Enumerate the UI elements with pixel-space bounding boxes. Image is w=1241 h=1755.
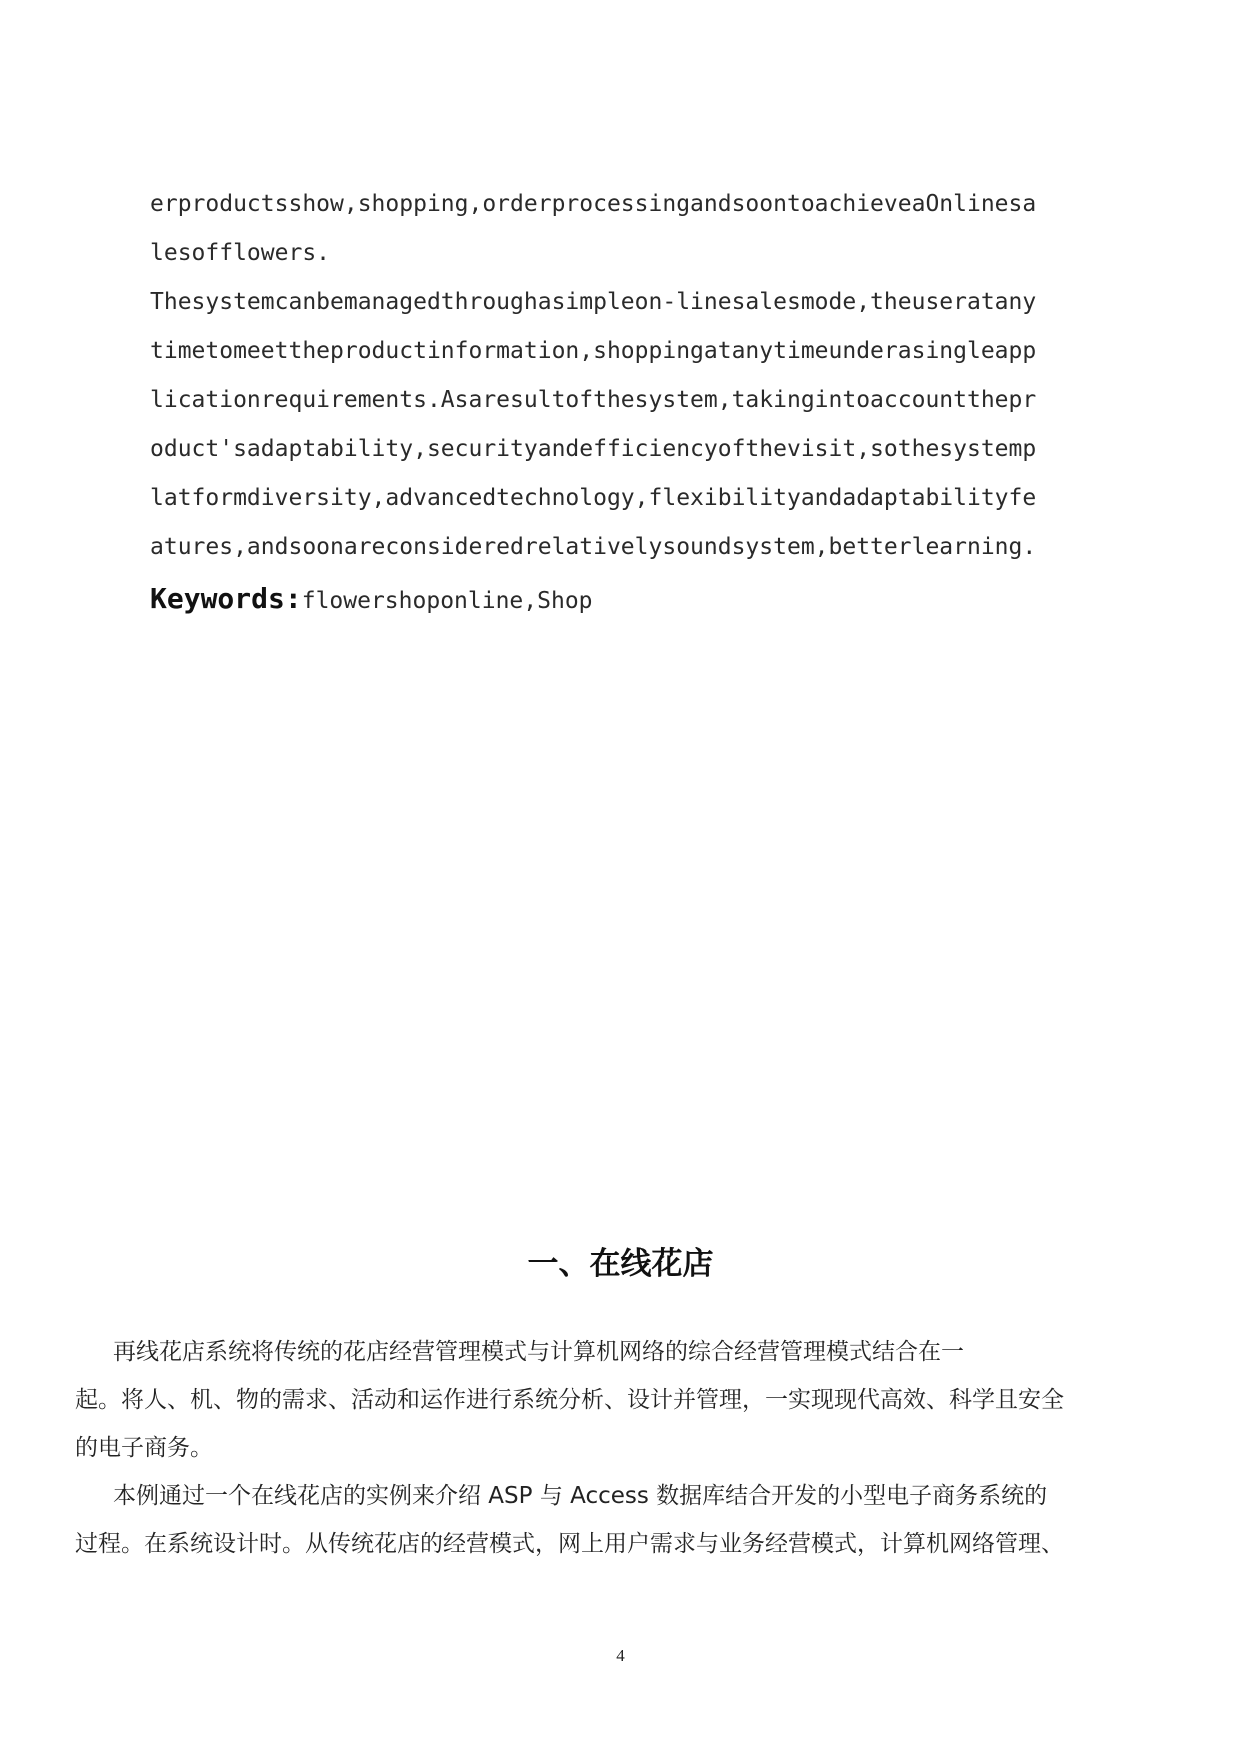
abstract-line: lesofflowers. [150,240,331,266]
paragraph-line: 过程。在系统设计时。从传统花店的经营模式，网上用户需求与业务经营模式，计算机网络管理、 [75,1531,1064,1557]
section-title: 一、在线花店 [527,1246,714,1282]
keywords [150,582,593,615]
keywords-value: flowershoponline,Shop [301,588,593,614]
abstract-line: licationrequirements.Asaresultofthesystem,takingintoaccountthepr [150,387,1037,413]
abstract-line: Thesystemcanbemanagedthroughasimpleon-linesalesmode,theuseratany [150,289,1037,315]
paragraph-line: 的电子商务。 [75,1435,213,1461]
abstract-line: erproductsshow,shopping,orderprocessingandsoontoachieveaOnlinesa [150,191,1037,217]
paragraph-line: 本例通过一个在线花店的实例来介绍 ASP 与 Access 数据库结合开发的小型电子商务系统的 [113,1483,1048,1509]
paragraph-line: 再线花店系统将传统的花店经营管理模式与计算机网络的综合经营管理模式结合在一 [113,1339,964,1365]
paragraph-line: 起。将人、机、物的需求、活动和运作进行系统分析、设计并管理，一实现现代高效、科学且安全 [75,1387,1064,1413]
abstract-line: oduct'sadaptability,securityandefficiencyofthevisit,sothesystemp [150,436,1037,462]
abstract-line: timetomeettheproductinformation,shoppingatanytimeunderasingleapp [150,338,1037,364]
section-body [75,1328,1165,1568]
english-abstract [150,180,1130,572]
keywords-label: Keywords: [150,582,302,615]
page-number: 4 [616,1646,625,1665]
abstract-line: atures,andsoonareconsideredrelativelysoundsystem,betterlearning. [150,534,1037,560]
abstract-line: latformdiversity,advancedtechnology,flexibilityandadaptabilityfe [150,485,1037,511]
